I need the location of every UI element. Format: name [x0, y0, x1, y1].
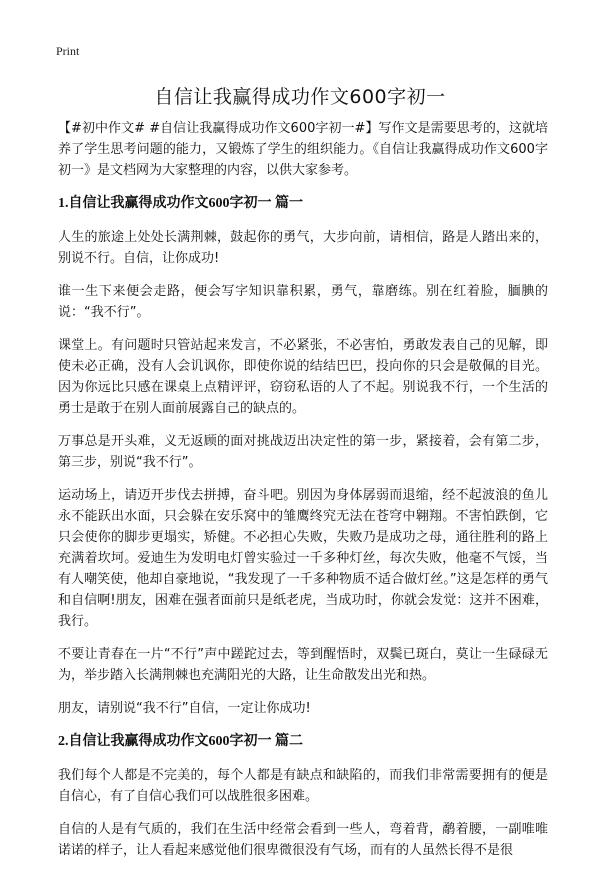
- paragraph: 谁一生下来便会走路，便会写字知识靠积累，勇气，靠磨练。别在红着脸，腼腆的说：“我不行”。: [58, 284, 548, 320]
- paragraph: 自信的人是有气质的，我们在生活中经常会看到一些人，弯着背，鹬着腰，一副唯唯诺诺的样子，让人看起来感觉他们很卑微很没有气场，而有的人虽然长得不是很: [58, 822, 548, 858]
- paragraph: 课堂上。有问题时只管站起来发言，不必紧张，不必害怕，勇敢发表自己的见解，即使未必正确，没有人会讥讽你，即使你说的结结巴巴，投向你的只会是敬佩的目光。因为你远比只感在课桌上点精评评，窃窃私语的人了不起。别说我不行，一个生活的勇士是敢于在别人面前展露自己的缺点的。: [58, 338, 548, 416]
- paragraph: 我们每个人都是不完美的，每个人都是有缺点和缺陷的，而我们非常需要拥有的便是自信心，有了自信心我们可以战胜很多困难。: [58, 768, 548, 804]
- section-heading: 1.自信让我赢得成功作文600字初一 篇一: [58, 196, 303, 211]
- paragraph: 人生的旅途上处处长满荆棘，鼓起你的勇气，大步向前，请相信，路是人踏出来的，别说不行。自信，让你成功!: [58, 230, 548, 266]
- intro-paragraph: 【#初中作文# #自信让我赢得成功作文600字初一#】写作文是需要思考的，这就培养了学生思考问题的能力，又锻炼了学生的组织能力。《自信让我赢得成功作文600字初一》是文档网为大家整理的内容，以供大家参考。: [58, 121, 548, 178]
- page-title: 自信让我赢得成功作文600字初一: [154, 86, 446, 108]
- paragraph: 朋友，请别说“我不行”自信，一定让你成功!: [58, 701, 311, 716]
- paragraph: 运动场上，请迈开步伐去拼搏，奋斗吧。别因为身体孱弱而退缩，经不起波浪的鱼儿永不能跃出水面，只会躲在安乐窝中的雏鹰终究无法在苍穹中翱翔。不害怕跌倒，它只会使你的脚步更塌实，矫健。不必担心失败，失败乃是成功之母，通往胜利的路上充满着坎坷。爱迪生为发明电灯曾实验过一千多种灯丝，每次失败，他毫不气馁，当有人嘲笑使，他却自豪地说，“我发现了一千多种物质不适合做灯丝。”这是怎样的勇气和自信啊!朋友，困难在强者面前只是纸老虎，当成功时，你就会发觉：这并不困难，我行。: [58, 488, 548, 629]
- print-link[interactable]: Print: [56, 44, 80, 58]
- article-body: [58, 118, 548, 873]
- section-heading: 2.自信让我赢得成功作文600字初一 篇二: [58, 734, 303, 749]
- paragraph: 万事总是开头难，义无返顾的面对挑战迈出决定性的第一步，紧接着，会有第二步，第三步，别说“我不行”。: [58, 434, 548, 470]
- paragraph: 不要让青春在一片“不行”声中蹉跎过去，等到醒悟时，双鬓已斑白，莫让一生碌碌无为，举步踏入长满荆棘也充满阳光的大路，让生命散发出光和热。: [58, 647, 548, 683]
